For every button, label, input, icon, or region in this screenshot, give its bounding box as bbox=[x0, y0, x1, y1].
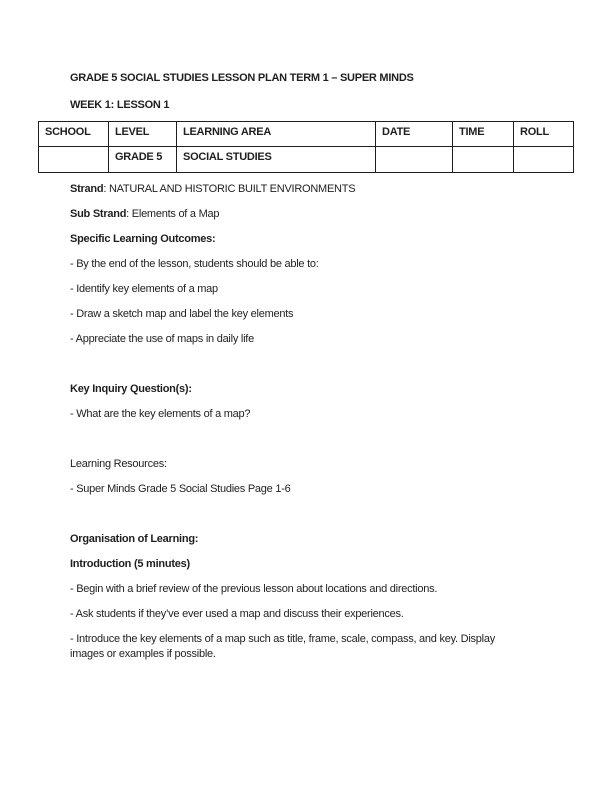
introduction-step-line: images or examples if possible. bbox=[70, 648, 216, 660]
introduction-step bbox=[70, 632, 570, 662]
strand-label: Strand bbox=[70, 183, 104, 195]
table-header-roll: ROLL bbox=[514, 122, 574, 147]
sub-strand-text: : Elements of a Map bbox=[126, 208, 220, 220]
table-header-date: DATE bbox=[376, 122, 453, 147]
introduction-heading: Introduction (5 minutes) bbox=[70, 558, 190, 570]
table-cell-school bbox=[39, 147, 109, 173]
key-inquiry-question: - What are the key elements of a map? bbox=[70, 408, 251, 420]
outcome-item: - By the end of the lesson, students should be able to: bbox=[70, 258, 319, 270]
resources-heading: Learning Resources: bbox=[70, 458, 167, 470]
outcome-item: - Draw a sketch map and label the key elements bbox=[70, 308, 294, 320]
table-header-level: LEVEL bbox=[109, 122, 177, 147]
introduction-step: - Begin with a brief review of the previous lesson about locations and directions. bbox=[70, 583, 438, 595]
outcomes-heading: Specific Learning Outcomes: bbox=[70, 233, 216, 245]
week-lesson-heading: WEEK 1: LESSON 1 bbox=[70, 99, 170, 111]
document-title: GRADE 5 SOCIAL STUDIES LESSON PLAN TERM 1 – SUPER MINDS bbox=[70, 72, 414, 84]
resource-item: - Super Minds Grade 5 Social Studies Page 1-6 bbox=[70, 483, 291, 495]
table-value-row bbox=[39, 147, 574, 173]
introduction-step-line: - Introduce the key elements of a map such as title, frame, scale, compass, and key. Display bbox=[70, 633, 495, 645]
table-header-time: TIME bbox=[453, 122, 514, 147]
key-inquiry-heading: Key Inquiry Question(s): bbox=[70, 383, 192, 395]
outcome-item: - Appreciate the use of maps in daily life bbox=[70, 333, 254, 345]
table-header-learning-area: LEARNING AREA bbox=[177, 122, 376, 147]
strand-line bbox=[70, 182, 570, 197]
outcome-item: - Identify key elements of a map bbox=[70, 283, 218, 295]
sub-strand-line bbox=[70, 207, 570, 222]
table-cell-date bbox=[376, 147, 453, 173]
introduction-step: - Ask students if they’ve ever used a map and discuss their experiences. bbox=[70, 608, 404, 620]
table-cell-roll bbox=[514, 147, 574, 173]
lesson-info-table bbox=[38, 121, 574, 173]
table-cell-time bbox=[453, 147, 514, 173]
table-header-row bbox=[39, 122, 574, 147]
document-content bbox=[45, 71, 570, 672]
organisation-heading: Organisation of Learning: bbox=[70, 533, 199, 545]
sub-strand-label: Sub Strand bbox=[70, 208, 127, 220]
table-header-school: SCHOOL bbox=[39, 122, 109, 147]
strand-text: : NATURAL AND HISTORIC BUILT ENVIRONMENTS bbox=[103, 183, 356, 195]
table-cell-level: GRADE 5 bbox=[109, 147, 177, 173]
table-cell-learning-area: SOCIAL STUDIES bbox=[177, 147, 376, 173]
